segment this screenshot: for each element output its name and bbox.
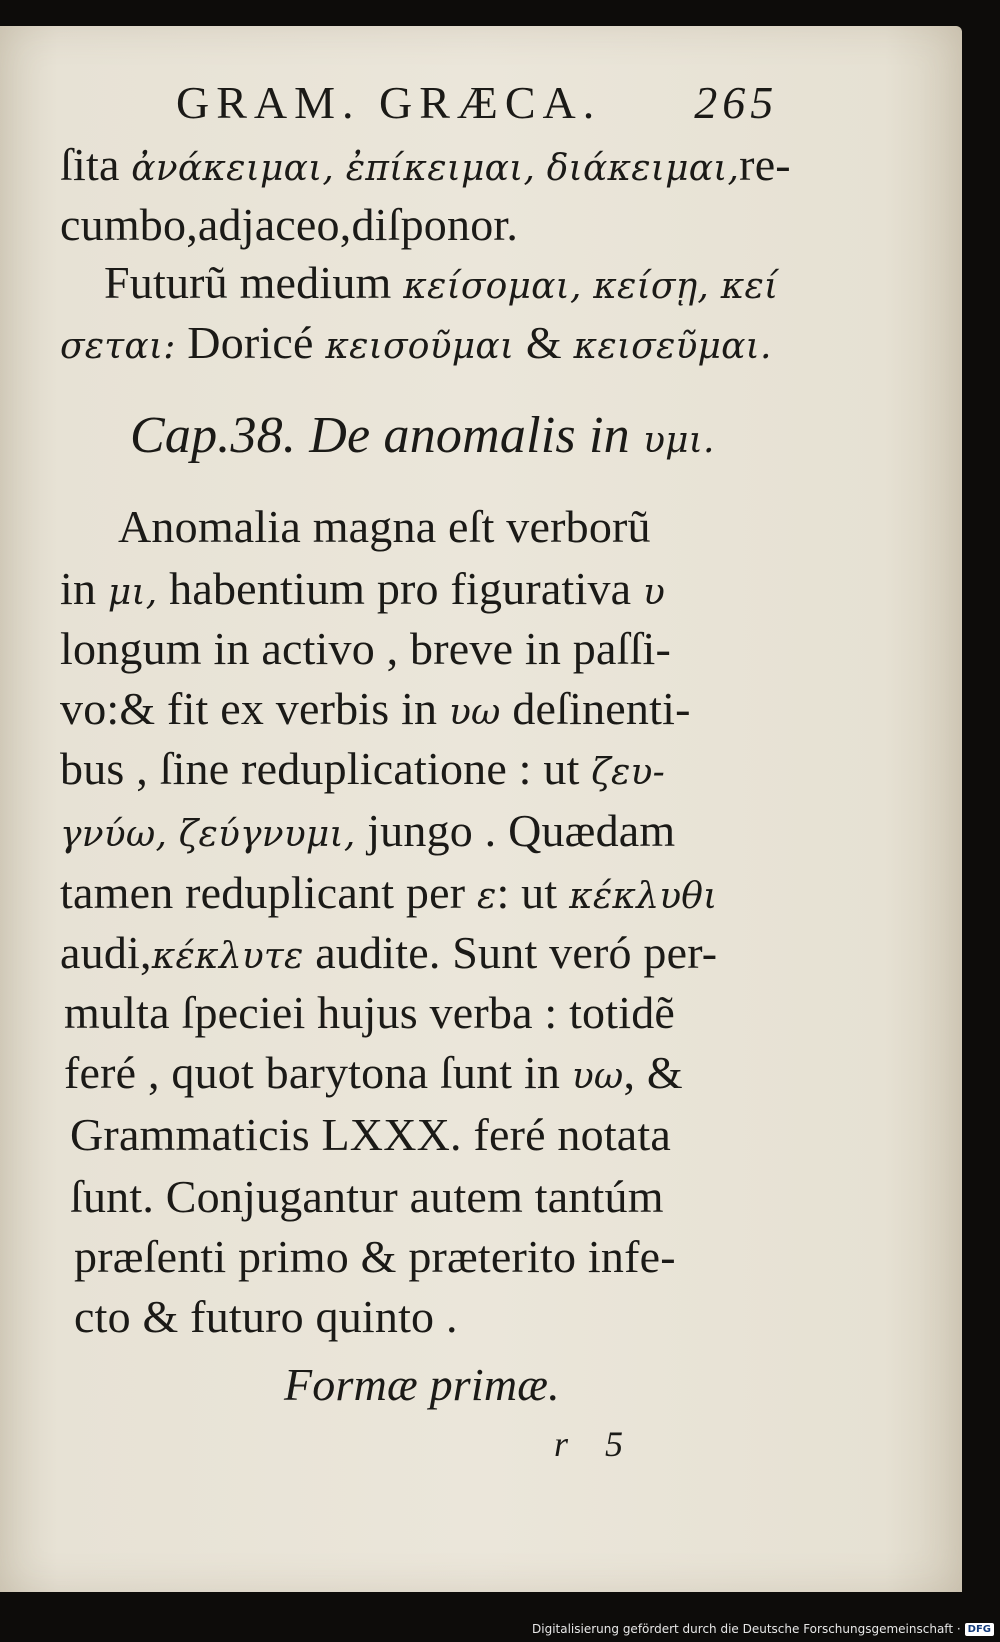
greek-text: σεται: <box>60 326 176 367</box>
text-line-1: ſita ἀνάκειμαι, ἐπίκειμαι, διάκειμαι,re- <box>60 139 791 190</box>
text-line-4: σεται: Doricé κεισοῦμαι & κεισεῦμαι. <box>60 317 772 368</box>
greek-text: υμι. <box>643 420 715 461</box>
page-number: 265 <box>694 77 779 128</box>
chapter-heading: Cap.38. De anomalis in υμι. <box>130 407 715 464</box>
text-line-3: Futurũ medium κείσομαι, κείσῃ, κεί <box>104 257 779 308</box>
greek-text: υω <box>448 692 501 733</box>
greek-text: κείσομαι, κείσῃ, κεί <box>403 266 779 307</box>
greek-text: ε <box>476 876 497 917</box>
greek-text: μι, <box>107 572 158 613</box>
greek-text: κεισοῦμαι <box>325 326 515 367</box>
paragraph-line-3: longum in activo , breve in paſſi- <box>60 623 672 674</box>
digitization-credit <box>532 1622 994 1636</box>
paragraph-line-5: bus , ſine reduplicatione : ut ζευ- <box>60 743 665 794</box>
paragraph-line-12: ſunt. Conjugantur autem tantúm <box>70 1171 664 1222</box>
greek-text: κέκλυθι <box>569 876 718 917</box>
paragraph-line-9: multa ſpeciei hujus verba : totidẽ <box>64 987 676 1038</box>
running-head <box>176 77 779 128</box>
greek-text: κέκλυτε <box>151 936 304 977</box>
text-line-2: cumbo,adjaceo,diſponor. <box>60 199 519 250</box>
running-title: GRAM. GRÆCA. <box>176 77 602 128</box>
paragraph-line-14: cto & futuro quinto . <box>74 1291 458 1342</box>
greek-text: κεισεῦμαι. <box>573 326 772 367</box>
paragraph-line-2: in μι, habentium pro figurativa υ <box>60 563 666 614</box>
paragraph-line-6: γνύω, ζεύγνυμι, jungo . Quædam <box>60 805 676 856</box>
greek-text: γνύω, ζεύγνυμι, <box>60 814 356 855</box>
paragraph-line-11: Grammaticis LXXX. feré notata <box>70 1109 672 1160</box>
dfg-logo: DFG <box>965 1623 994 1636</box>
credit-text: Digitalisierung gefördert durch die Deutsche Forschungsgemeinschaft · <box>532 1622 961 1636</box>
greek-text: υω <box>571 1056 624 1097</box>
paragraph-line-7: tamen reduplicant per ε: ut κέκλυθι <box>60 867 718 918</box>
signature-mark: r 5 <box>554 1424 638 1464</box>
paragraph-line-10: feré , quot barytona ſunt in υω, & <box>64 1047 683 1098</box>
catchword: Formæ primæ. <box>284 1359 560 1410</box>
greek-text: ζευ- <box>591 752 665 793</box>
paragraph-line-13: præſenti primo & præterito infe- <box>74 1231 676 1282</box>
greek-text: υ <box>642 572 666 613</box>
paragraph-line-1: Anomalia magna eſt verborũ <box>118 501 651 552</box>
book-page <box>0 26 962 1592</box>
greek-text: ἀνάκειμαι, ἐπίκειμαι, διάκειμαι, <box>131 148 740 189</box>
paragraph-line-8: audi,κέκλυτε audite. Sunt veró per- <box>60 927 718 978</box>
paragraph-line-4: vo:& fit ex verbis in υω deſinenti- <box>60 683 691 734</box>
